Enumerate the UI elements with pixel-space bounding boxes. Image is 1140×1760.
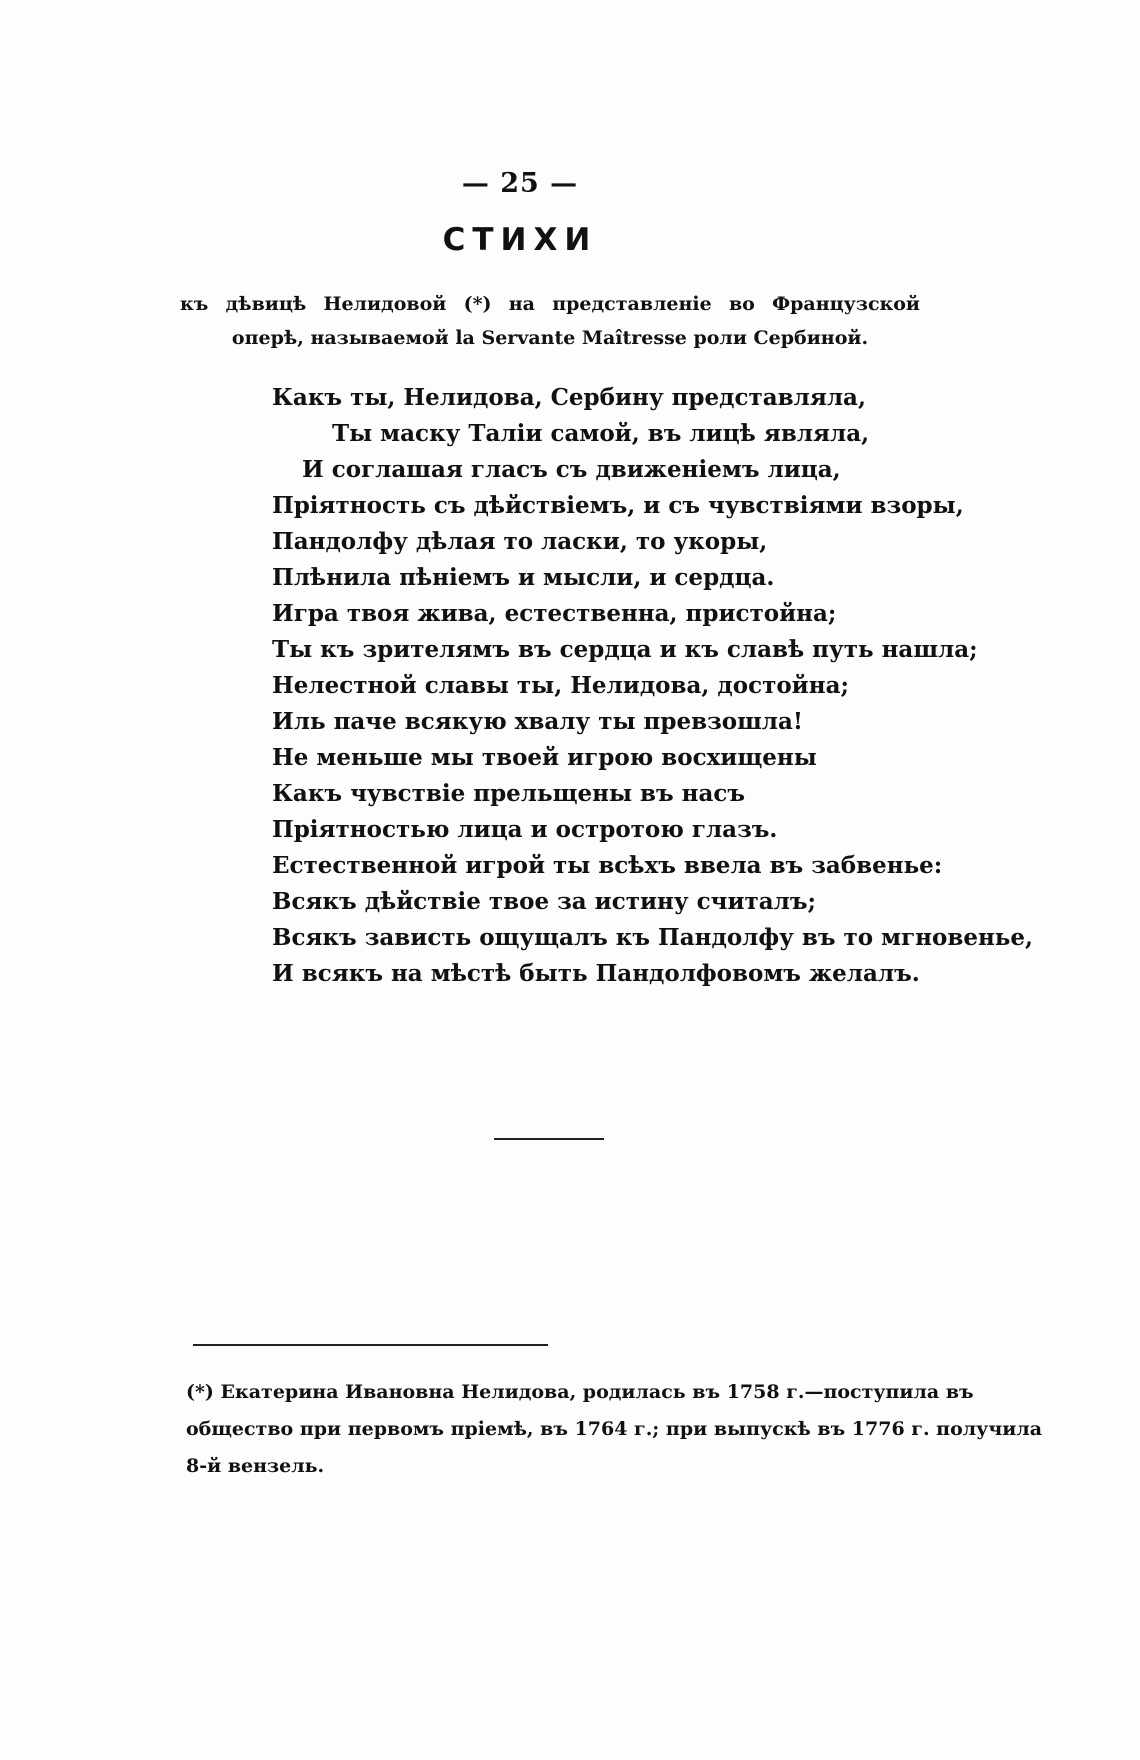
page-title: СТИХИ (442, 222, 598, 258)
poem-line: Не меньше мы твоей игрою восхищены (272, 744, 817, 771)
footnote (186, 1374, 1043, 1485)
poem-line: Пандолфу дѣлая то ласки, то укоры, (272, 528, 768, 555)
end-divider (494, 1138, 604, 1140)
poem-line: Какъ ты, Нелидова, Сербину представляла, (272, 384, 866, 411)
poem-line: Ты къ зрителямъ въ сердца и къ славѣ путь нашла; (272, 636, 978, 663)
poem-line: Какъ чувствіе прельщены въ насъ (272, 780, 746, 807)
poem-line: Пріятностью лица и остротою глазъ. (272, 816, 778, 843)
poem-line: Всякъ дѣйствіе твое за истину считалъ; (272, 888, 817, 915)
poem-line: Игра твоя жива, естественна, пристойна; (272, 600, 837, 627)
poem-line: И всякъ на мѣстѣ быть Пандолфовомъ желалъ. (272, 960, 920, 987)
poem-line: Нелестной славы ты, Нелидова, достойна; (272, 672, 849, 699)
poem-line: Всякъ зависть ощущалъ къ Пандолфу въ то мгновенье, (272, 924, 1034, 951)
poem-line: Естественной игрой ты всѣхъ ввела въ забвенье: (272, 852, 943, 879)
dedication-subtitle: къ дѣвицѣ Нелидовой (*) на представленіе во Французской оперѣ, называемой la Servante Maîtresse роли Сербиной. (180, 293, 920, 349)
footnote-line: 8-й вензель. (186, 1455, 325, 1477)
footnote-divider (193, 1344, 548, 1346)
poem-body (272, 380, 1034, 992)
poem-line: Плѣнила пѣніемъ и мысли, и сердца. (272, 564, 775, 591)
poem-line: Пріятность съ дѣйствіемъ, и съ чувствіями взоры, (272, 492, 964, 519)
footnote-line: общество при первомъ пріемѣ, въ 1764 г.; при выпускѣ въ 1776 г. получила (186, 1418, 1043, 1440)
footnote-line: (*) Екатерина Ивановна Нелидова, родилась въ 1758 г.—поступила въ (186, 1381, 974, 1403)
page-number: — 25 — (461, 168, 579, 199)
poem-line: Ты маску Таліи самой, въ лицѣ являла, (332, 420, 870, 447)
poem-line: Иль паче всякую хвалу ты превзошла! (272, 708, 804, 735)
poem-line: И соглашая гласъ съ движеніемъ лица, (302, 456, 841, 483)
